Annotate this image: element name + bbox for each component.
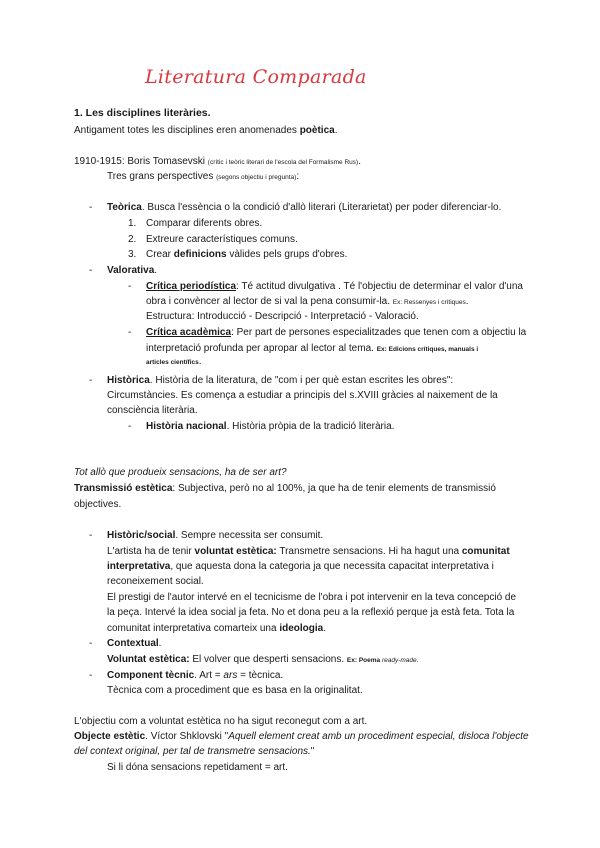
tecnic-line-2: Tècnica com a procediment que es basa en la originalitat. [107,685,363,696]
academica-label: Crítica acadèmica [146,327,232,338]
social-p1-bold: voluntat estètica: [194,546,277,557]
objecte-text: . Víctor Shklovski " [145,731,229,742]
voluntat-line [107,653,418,667]
nacional-label: Història nacional [146,421,227,432]
list-item [146,248,347,261]
valorativa-dash: - [89,265,93,276]
objectiu-line: L'objectiu com a voluntat estètica no ha sigut reconegut com a art. [74,716,368,727]
art-question: Tot allò que produeix sensacions, ha de ser art? [74,467,287,478]
social-p6-end: . [323,623,326,634]
valorativa-line [107,264,157,277]
social-p6 [107,622,326,635]
tomasevski-line [74,155,361,169]
transmissio-text: : Subjectiva, però no al 100%, ja que ha de tenir elements de transmissió [172,483,496,494]
intro-end: . [334,125,338,136]
document-title: Literatura Comparada [145,66,367,88]
repetidament-line: Si li dóna sensacions repetidament = art. [107,762,288,773]
objecte-quote: Aquell element creat amb un procediment especial, disloca l'objecte [228,731,529,742]
perspectives-line [107,170,299,184]
academica-dash: - [128,327,132,338]
perspectives-text: Tres grans perspectives [107,171,217,182]
social-line [107,529,323,542]
section-heading: 1. Les disciplines literàries. [74,107,211,119]
social-label: Històric/social [107,530,176,541]
tecnic-line [107,669,283,682]
objecte-line-2 [74,745,314,758]
nacional-dash: - [128,421,132,432]
periodistica-text: : Té actitud divulgativa . Té l'objectiu de determinar el valor d'una [236,281,523,292]
tecnic-italic: ars [223,670,238,681]
contextual-label: Contextual [107,638,159,649]
voluntat-text: El volver que desperti sensacions. [189,654,347,665]
contextual-dash: - [89,638,93,649]
periodistica-label: Crítica periodística [146,281,237,292]
periodistica-dot: . [465,296,469,307]
transmissio-label: Transmissió estètica [74,483,173,494]
list-number: 1. [128,218,137,229]
voluntat-example: Ex: Poema [346,657,382,664]
list-number: 2. [128,234,137,245]
social-p3: reconeixement social. [107,576,204,587]
social-dash: - [89,530,93,541]
academica-dot: . [198,356,202,367]
intro-line [74,124,338,137]
voluntat-example-italic: ready-made [381,657,417,664]
social-text: . Sempre necessita ser consumit. [175,530,324,541]
item3-bold: definicions [173,249,227,260]
transmissio-line-2: objectives. [74,499,122,510]
historica-label: Històrica [107,375,150,386]
objecte-quote-2: del context original, per tal de transmetre sensacions. [74,746,311,757]
social-p6-bold: ideologia [279,623,324,634]
social-p2-text: , que aquesta dona la categoria ja que necessita capacitat interpretativa i [170,561,494,572]
social-p6-text: comunitat interpretativa comarteix una [107,623,280,634]
social-p2-bold: interpretativa [107,561,171,572]
valorativa-label: Valorativa [107,265,155,276]
transmissio-line-1 [74,482,496,495]
contextual-text: . [158,638,162,649]
academica-text: : Per part de persones especialitzades que tenen com a objectiu la [231,327,527,338]
tomasevski-note: (crític i teòric literari de l'escola del Formalisme Rus) [207,159,359,166]
contextual-line [107,637,161,650]
nacional-line [146,420,394,433]
periodistica-line-3: Estructura: Introducció - Descripció - Interpretació - Valoració. [146,311,419,322]
teorica-dash: - [89,202,93,213]
social-p1-text: L'artista ha de tenir [107,546,195,557]
voluntat-label: Voluntat estètica: [107,654,190,665]
historica-line-2: Circumstàncies. Es comença a estudiar a principis del s.XVIII gràcies al naixement de la [107,390,498,401]
periodistica-dash: - [128,281,132,292]
tecnic-text-2: = tècnica. [237,670,284,681]
voluntat-dot: . [416,657,419,664]
historica-line-3: consciència literària. [107,405,198,416]
objecte-label: Objecte estètic [74,731,146,742]
tecnic-label: Component tècnic [107,670,195,681]
teorica-text: . Busca l'essència o la condició d'allò literari (Literarietat) per poder diferenciar-lo. [141,202,502,213]
social-p5: la peça. Intervé la idea social ja feta. No et dona peu a la reflexió perque ja està feta. Tota la [107,607,515,618]
objecte-quote-end: " [310,746,315,757]
periodistica-example: Ex: Ressenyes i crítiques [392,299,466,306]
periodistica-line-1 [146,280,523,293]
social-p2 [107,560,494,573]
intro-bold: poètica [299,125,335,136]
academica-text-2: interpretació profunda per apropar al lector al tema. [146,343,377,354]
list-item: Extreure característiques comuns. [146,234,298,245]
academica-example-2: articles científics [146,359,199,366]
list-number: 3. [128,249,137,260]
historica-line-1 [107,374,453,387]
social-p1-bold-2: comunitat [461,546,510,557]
intro-text: Antigament totes les disciplines eren anomenades [74,125,300,136]
academica-line-1 [146,326,526,339]
nacional-text: . Història pròpia de la tradició literària. [226,421,395,432]
tecnic-dash: - [89,670,93,681]
academica-example: Ex: Edicions crítiques, manuals i [376,346,479,353]
academica-line-3 [146,355,202,369]
historica-dash: - [89,375,93,386]
teorica-label: Teòrica [107,202,142,213]
item3-text: Crear [146,249,174,260]
perspectives-note: (segons objectiu i pregunta) [216,174,297,181]
tecnic-text: . Art = [194,670,224,681]
teorica-line [107,201,501,214]
social-p4: El prestigi de l'autor intervé en el tecnicisme de l'obra i pot intervenir en la teva concepció de [107,592,517,603]
item3-end: vàlides pels grups d'obres. [226,249,348,260]
periodistica-line-2 [146,295,469,309]
perspectives-end: : [296,171,300,182]
valorativa-text: . [154,265,158,276]
academica-line-2 [146,342,478,356]
social-p1-text-2: Transmetre sensacions. Hi ha hagut una [276,546,462,557]
tomasevski-end: . [358,156,361,167]
list-item: Comparar diferents obres. [146,218,263,229]
historica-text: . Història de la literatura, de "com i per què estan escrites les obres": [149,375,454,386]
social-p1 [107,545,510,558]
tomasevski-text: 1910-1915: Boris Tomasevski [74,156,208,167]
objecte-line-1 [74,730,529,743]
periodistica-text-2: obra i convèncer al lector de si val la pena consumir-la. [146,296,393,307]
